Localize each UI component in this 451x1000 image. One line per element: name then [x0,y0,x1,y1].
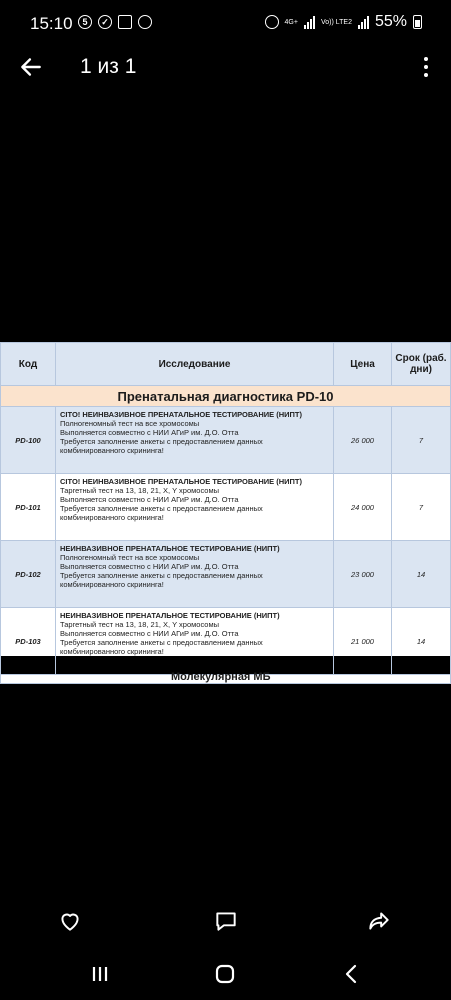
row-code: PD-101 [1,474,56,541]
row-term: 7 [392,407,451,474]
network-type-label: 4G+ [284,18,298,26]
notification-5-icon: 5 [78,15,92,29]
table-row [1,407,451,474]
signal-2-icon [358,15,369,29]
action-bar [0,900,450,940]
row-title: CITO! НЕИНВАЗИВНОЕ ПРЕНАТАЛЬНОЕ ТЕСТИРОВАНИЕ (НИПТ) [60,477,302,486]
row-line: Выполняется совместно с НИИ АГиР им. Д.О. Отта [60,562,239,571]
status-bar [0,0,450,48]
comment-icon[interactable] [213,908,239,934]
back-arrow-icon[interactable] [18,54,44,80]
section-title: Пренатальная диагностика PD-10 [1,386,451,407]
row-line: Выполняется совместно с НИИ АГиР им. Д.О. Отта [60,495,239,504]
row-code: PD-100 [1,407,56,474]
battery-percent: 55% [374,13,407,30]
row-line: Требуется заполнение анкеты с предоставлением данных комбинированного скрининга! [60,504,263,522]
table-row [1,474,451,541]
row-line: Таргетный тест на 13, 18, 21, X, Y хромосомы [60,620,219,629]
more-options-icon[interactable] [420,54,432,80]
header-price: Цена [334,343,392,386]
row-code: PD-103 [1,608,56,675]
cloud-check-icon: ✓ [98,15,112,29]
header-study: Исследование [56,343,334,386]
row-term: 14 [392,608,451,675]
row-line: Выполняется совместно с НИИ АГиР им. Д.О. Отта [60,428,239,437]
price-table [0,342,451,684]
row-line: Требуется заполнение анкеты с предоставлением данных комбинированного скрининга! [60,437,263,455]
heart-icon[interactable] [57,908,83,934]
row-title: НЕИНВАЗИВНОЕ ПРЕНАТАЛЬНОЕ ТЕСТИРОВАНИЕ (НИПТ) [60,544,280,553]
row-line: Требуется заполнение анкеты с предоставлением данных комбинированного скрининга! [60,571,263,589]
row-term: 7 [392,474,451,541]
alarm-clock-icon [138,15,152,29]
row-line: Полногеномный тест на все хромосомы [60,419,200,428]
row-description [56,541,334,608]
row-line: Выполняется совместно с НИИ АГиР им. Д.О. Отта [60,629,239,638]
volte-label: Vo)) LTE2 [320,18,352,26]
row-description [56,474,334,541]
recents-icon[interactable] [88,962,112,986]
signal-1-icon [304,15,315,29]
row-line: Требуется заполнение анкеты с предоставлением данных комбинированного скрининга! [60,638,263,656]
table-row [1,608,451,675]
page-indicator: 1 из 1 [80,55,137,78]
row-description [56,608,334,675]
gallery-icon [118,15,132,29]
row-title: НЕИНВАЗИВНОЕ ПРЕНАТАЛЬНОЕ ТЕСТИРОВАНИЕ (НИПТ) [60,611,280,620]
back-icon[interactable] [340,962,364,986]
partial-section-row [1,675,451,684]
row-code: PD-102 [1,541,56,608]
row-price: 23 000 [334,541,392,608]
row-line: Полногеномный тест на все хромосомы [60,553,200,562]
table-header-row [1,343,451,386]
section-row [1,386,451,407]
home-icon[interactable] [213,962,237,986]
header-code: Код [1,343,56,386]
table-row [1,541,451,608]
row-term: 14 [392,541,451,608]
partial-section-title: Молекулярная МБ [171,671,271,683]
share-icon[interactable] [366,908,392,934]
row-price: 26 000 [334,407,392,474]
row-line: Таргетный тест на 13, 18, 21, X, Y хромосомы [60,486,219,495]
top-app-bar [0,48,450,88]
row-price: 21 000 [334,608,392,675]
document-image[interactable] [0,342,450,683]
system-nav-bar [0,952,450,1000]
row-title: CITO! НЕИНВАЗИВНОЕ ПРЕНАТАЛЬНОЕ ТЕСТИРОВАНИЕ (НИПТ) [60,410,302,419]
status-time: 15:10 [30,14,73,33]
row-price: 24 000 [334,474,392,541]
battery-icon [413,15,422,29]
row-description [56,407,334,474]
alarm-icon [265,15,279,29]
header-term: Срок (раб. дни) [392,343,451,386]
